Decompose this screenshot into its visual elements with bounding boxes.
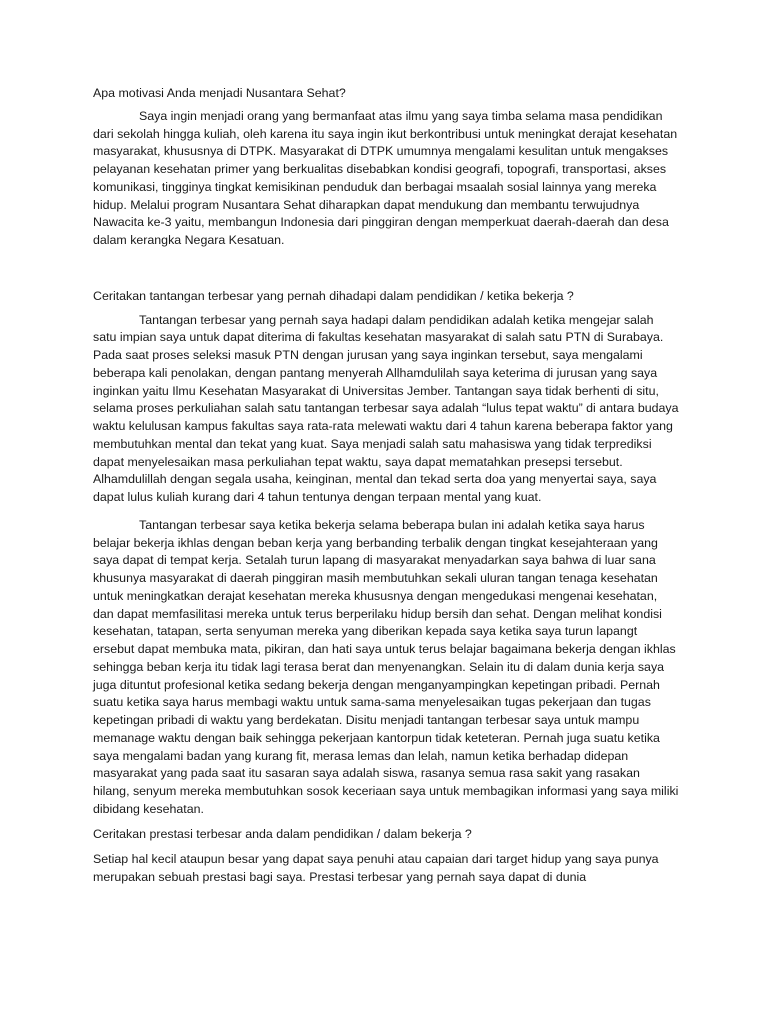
document-page	[93, 85, 679, 887]
question-motivation: Apa motivasi Anda menjadi Nusantara Sehat?	[93, 86, 346, 100]
answer-challenge-work: Tantangan terbesar saya ketika bekerja selama beberapa bulan ini adalah ketika saya harus belajar bekerja ikhlas dengan beban kerja yang berbanding terbalik dengan tingkat kesejahteraan yang saya dapat di tempat kerja. Setalah turun lapang di masyarakat menyadarkan saya bahwa di luar sana khusunya masyarakat di daerah pinggiran masih membutuhkan sekali uluran tangan tenaga kesehatan untuk meningkatkan derajat kesehatan mereka khususnya dengan mengedukasi mengenai kesehatan, dan dapat memfasilitasi mereka untuk terus berperilaku hidup bersih dan sehat. Dengan melihat kondisi kesehatan, tatapan, serta senyuman mereka yang diberikan kepada saya ketika saya turun lapangt ersebut dapat membuka mata, pikiran, dan hati saya untuk terus belajar bagaimana bekerja dengan ikhlas sehingga beban kerja itu tidak lagi terasa berat dan menyenangkan. Selain itu di dalam dunia kerja saya juga dituntut profesional ketika sedang bekerja dengan menganyampingkan kepetingan pribadi. Pernah suatu ketika saya harus membagi waktu untuk sama-sama menyelesaikan tugas pekerjaan dan tugas kepetingan pribadi di waktu yang berdekatan. Disitu menjadi tantangan terbesar saya untuk mampu memanage waktu dengan baik sehingga pekerjaan kantorpun tidak keteteran. Pernah juga suatu ketika saya mengalami badan yang kurang fit, merasa lemas dan lelah, namun ketika berhadap didepan masyarakat yang pada saat itu sasaran saya adalah siswa, rasanya semua rasa sakit yang rasakan hilang, senyum mereka membutuhkan sosok keceriaan saya untuk membagikan informasi yang saya miliki dibidang kesehatan.	[93, 517, 679, 816]
answer-challenge-education: Tantangan terbesar yang pernah saya hadapi dalam pendidikan adalah ketika mengejar salah satu impian saya untuk dapat diterima di fakultas kesehatan masyarakat di salah satu PTN di Surabaya. Pada saat proses seleksi masuk PTN dengan jurusan yang saya inginkan tersebut, saya mengalami beberapa kali penolakan, dengan pantang menyerah Allhamdulilah saya keterima di jurusan yang saya inginkan yaitu Ilmu Kesehatan Masyarakat di Universitas Jember. Tantangan saya tidak berhenti di situ, selama proses perkuliahan salah satu tantangan terbesar saya adalah “lulus tepat waktu” di antara budaya waktu kelulusan kampus fakultas saya rata-rata melewati waktu dari 4 tahun karena beberapa faktor yang membutuhkan mental dan tekat yang kuat. Saya menjadi salah satu mahasiswa yang tidak terprediksi dapat menyelesaikan masa perkuliahan tepat waktu, saya dapat mematahkan presepsi tersebut. Alhamdulillah dengan segala usaha, keinginan, mental dan tekad serta doa yang menyertai saya, saya dapat lulus kuliah kurang dari 4 tahun tentunya dengan terpaan mental yang kuat.	[93, 312, 679, 504]
question-achievement: Ceritakan prestasi terbesar anda dalam pendidikan / dalam bekerja ?	[93, 826, 472, 841]
question-challenge: Ceritakan tantangan terbesar yang pernah dihadapi dalam pendidikan / ketika bekerja ?	[93, 288, 574, 303]
answer-achievement: Setiap hal kecil ataupun besar yang dapat saya penuhi atau capaian dari target hidup yang saya punya merupakan sebuah prestasi bagi saya. Prestasi terbesar yang pernah saya dapat di dunia	[93, 852, 659, 884]
answer-motivation: Saya ingin menjadi orang yang bermanfaat atas ilmu yang saya timba selama masa pendidikan dari sekolah hingga kuliah, oleh karena itu saya ingin ikut berkontribusi untuk meningkat derajat kesehatan masyarakat, khususnya di DTPK. Masyarakat di DTPK umumnya mengalami kesulitan untuk mengakses pelayanan kesehatan primer yang berkualitas disebabkan kondisi geografi, topografi, transportasi, akses komunikasi, tingginya tingkat kemisikinan penduduk dan berbagai msaalah sosial lainnya yang mereka hidup. Melalui program Nusantara Sehat diharapkan dapat mendukung dan membantu terwujudnya Nawacita ke-3 yaitu, membangun Indonesia dari pinggiran dengan memperkuat daerah-daerah dan desa dalam kerangka Negara Kesatuan.	[93, 108, 678, 247]
